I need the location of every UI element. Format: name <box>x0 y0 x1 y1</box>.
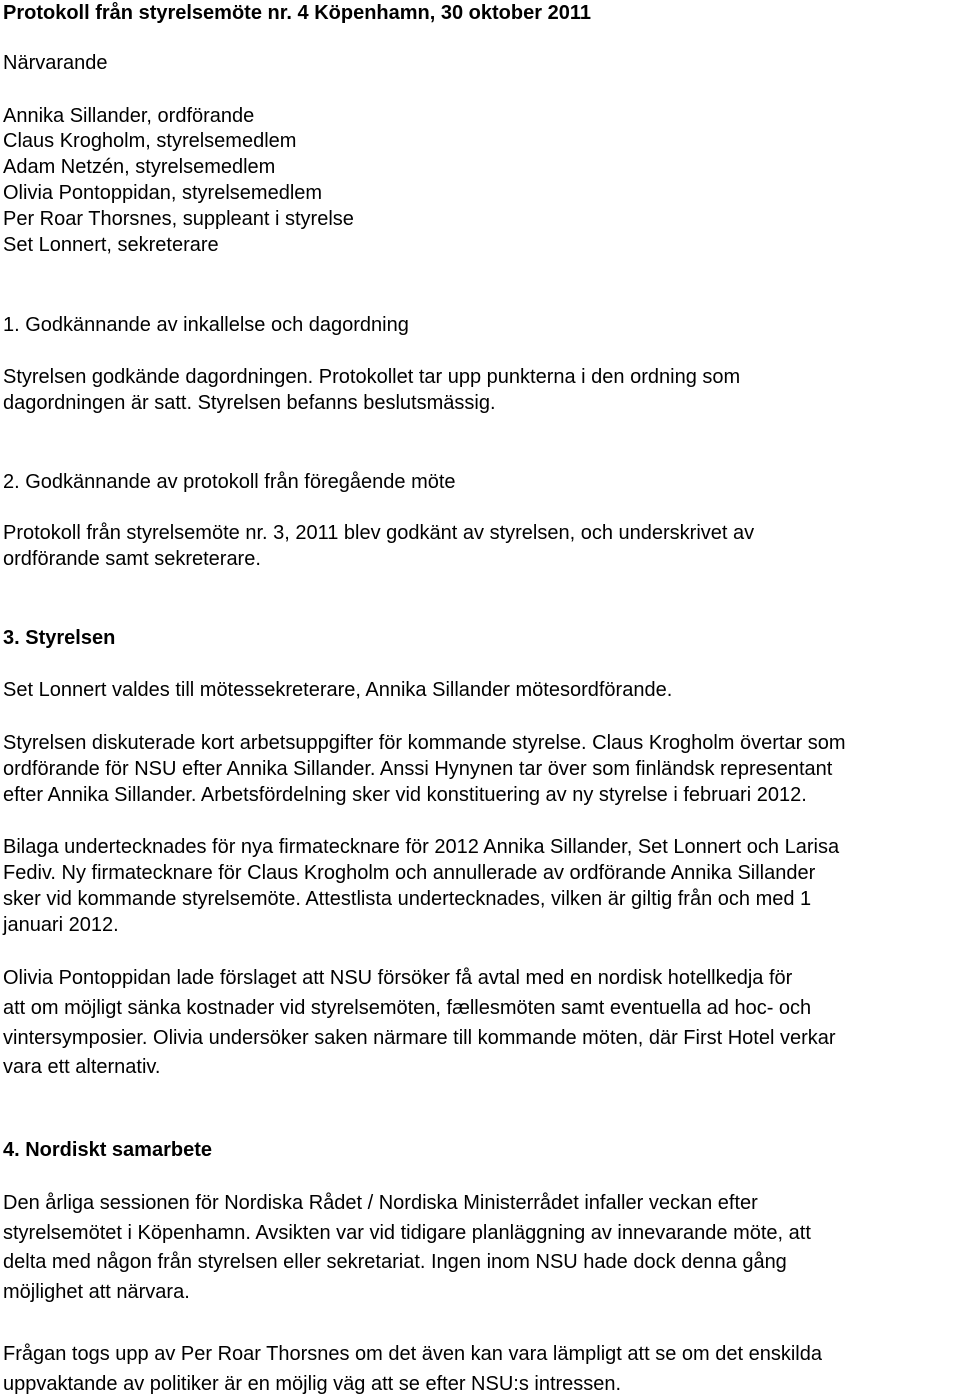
document-title: Protokoll från styrelsemöte nr. 4 Köpenhamn, 30 oktober 2011 <box>3 2 591 24</box>
paragraph-line: sker vid kommande styrelsemöte. Attestlista undertecknades, vilken är giltig från och med 1 <box>3 888 812 910</box>
paragraph-line: vara ett alternativ. <box>3 1056 161 1078</box>
attendee-item: Claus Krogholm, styrelsemedlem <box>3 130 297 152</box>
paragraph-line: dagordningen är satt. Styrelsen befanns beslutsmässig. <box>3 392 496 414</box>
section-heading: 4. Nordiskt samarbete <box>3 1139 212 1161</box>
paragraph-line: Frågan togs upp av Per Roar Thorsnes om det även kan vara lämpligt att se om det enskilda <box>3 1343 822 1365</box>
section-heading: 1. Godkännande av inkallelse och dagordning <box>3 314 409 336</box>
paragraph-line: uppvaktande av politiker är en möjlig väg att se efter NSU:s intressen. <box>3 1373 622 1395</box>
paragraph-line: styrelsemötet i Köpenhamn. Avsikten var vid tidigare planläggning av innevarande möte, att <box>3 1222 811 1244</box>
paragraph-line: Set Lonnert valdes till mötessekreterare, Annika Sillander mötesordförande. <box>3 679 673 701</box>
attendee-item: Per Roar Thorsnes, suppleant i styrelse <box>3 208 354 230</box>
paragraph-line: januari 2012. <box>3 914 119 936</box>
paragraph-line: möjlighet att närvara. <box>3 1281 190 1303</box>
paragraph-line: Olivia Pontoppidan lade förslaget att NSU försöker få avtal med en nordisk hotellkedja för <box>3 967 793 989</box>
paragraph-line: Protokoll från styrelsemöte nr. 3, 2011 blev godkänt av styrelsen, och underskrivet av <box>3 522 755 544</box>
attendee-item: Adam Netzén, styrelsemedlem <box>3 156 276 178</box>
paragraph-line: Fediv. Ny firmatecknare för Claus Krogholm och annullerade av ordförande Annika Sillander <box>3 862 816 884</box>
present-heading: Närvarande <box>3 52 108 74</box>
section-heading: 3. Styrelsen <box>3 627 116 649</box>
attendee-item: Annika Sillander, ordförande <box>3 105 255 127</box>
section-heading: 2. Godkännande av protokoll från föregående möte <box>3 471 456 493</box>
paragraph-line: att om möjligt sänka kostnader vid styrelsemöten, fællesmöten samt eventuella ad hoc- och <box>3 997 812 1019</box>
paragraph-line: Bilaga undertecknades för nya firmatecknare för 2012 Annika Sillander, Set Lonnert och Larisa <box>3 836 840 858</box>
paragraph-line: Styrelsen diskuterade kort arbetsuppgifter för kommande styrelse. Claus Krogholm övertar som <box>3 732 846 754</box>
paragraph-line: vintersymposier. Olivia undersöker saken närmare till kommande möten, där First Hotel verkar <box>3 1027 836 1049</box>
attendee-item: Set Lonnert, sekreterare <box>3 234 219 256</box>
paragraph-line: delta med någon från styrelsen eller sekretariat. Ingen inom NSU hade dock denna gång <box>3 1251 787 1273</box>
attendee-item: Olivia Pontoppidan, styrelsemedlem <box>3 182 323 204</box>
paragraph-line: Styrelsen godkände dagordningen. Protokollet tar upp punkterna i den ordning som <box>3 366 741 388</box>
paragraph-line: ordförande för NSU efter Annika Sillander. Anssi Hynynen tar över som finländsk representant <box>3 758 833 780</box>
paragraph-line: ordförande samt sekreterare. <box>3 548 261 570</box>
paragraph-line: efter Annika Sillander. Arbetsfördelning sker vid konstituering av ny styrelse i februari 2012. <box>3 784 807 806</box>
paragraph-line: Den årliga sessionen för Nordiska Rådet / Nordiska Ministerrådet infaller veckan efter <box>3 1192 758 1214</box>
